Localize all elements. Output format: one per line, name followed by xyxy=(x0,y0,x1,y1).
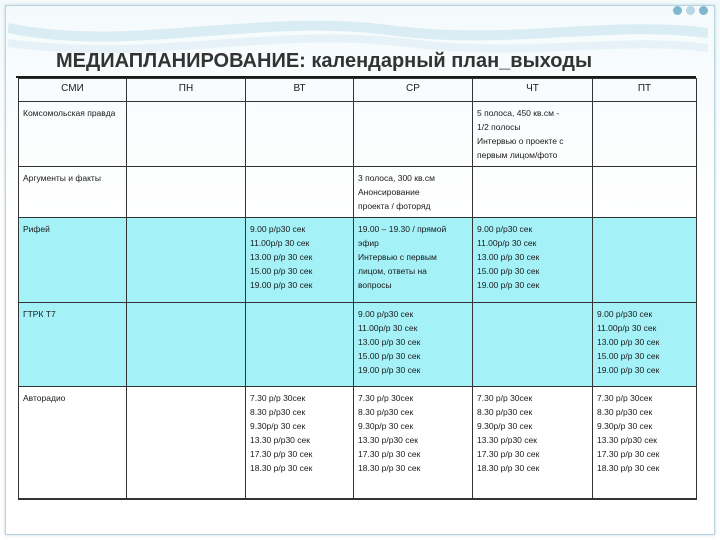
schedule-cell-tue xyxy=(246,387,354,499)
header-fri: ПТ xyxy=(593,79,697,102)
schedule-line: 8.30 р/р30 сек xyxy=(358,407,414,417)
schedule-cell-fri xyxy=(593,102,697,167)
schedule-line: 13.30 р/р30 сек xyxy=(597,435,657,445)
schedule-cell-wed xyxy=(354,387,473,499)
schedule-cell-mon xyxy=(127,218,246,303)
schedule-line: 9.00 р/р30 сек xyxy=(358,309,414,319)
schedule-line: 19.00 р/р 30 сек xyxy=(597,365,660,375)
schedule-cell-thu xyxy=(473,102,593,167)
schedule-line: 8.30 р/р30 сек xyxy=(250,407,306,417)
schedule-cell-tue xyxy=(246,167,354,218)
media-name-cell: Аргументы и факты xyxy=(19,167,127,218)
schedule-line: 15.00 р/р 30 сек xyxy=(358,351,421,361)
schedule-line: 1/2 полосы xyxy=(477,122,521,132)
header-tue: ВТ xyxy=(246,79,354,102)
schedule-line: 18.30 р/р 30 сек xyxy=(250,463,313,473)
schedule-cell-wed xyxy=(354,218,473,303)
schedule-cell-fri xyxy=(593,218,697,303)
media-name-cell: Рифей xyxy=(19,218,127,303)
schedule-line: 11.00р/р 30 сек xyxy=(358,323,418,333)
schedule-line: 11.00р/р 30 сек xyxy=(597,323,657,333)
schedule-cell-tue xyxy=(246,102,354,167)
schedule-line: 15.00 р/р 30 сек xyxy=(477,266,540,276)
schedule-cell-mon xyxy=(127,387,246,499)
table-row xyxy=(19,303,697,387)
schedule-cell-thu xyxy=(473,218,593,303)
schedule-line: лицом, ответы на xyxy=(358,266,427,276)
schedule-cell-fri xyxy=(593,387,697,499)
schedule-line: 7.30 р/р 30сек xyxy=(250,393,306,403)
header-media: СМИ xyxy=(19,79,127,102)
schedule-line: 18.30 р/р 30 сек xyxy=(597,463,660,473)
schedule-cell-mon xyxy=(127,167,246,218)
media-name-cell: Комсомольская правда xyxy=(19,102,127,167)
schedule-line: 9.30р/р 30 сек xyxy=(597,421,653,431)
schedule-cell-thu xyxy=(473,387,593,499)
schedule-line: 15.00 р/р 30 сек xyxy=(250,266,313,276)
schedule-line: 7.30 р/р 30сек xyxy=(358,393,414,403)
media-name-cell: Авторадио xyxy=(19,387,127,499)
schedule-line: 19.00 р/р 30 сек xyxy=(477,280,540,290)
schedule-line: 19.00 – 19.30 / прямой xyxy=(358,224,447,234)
schedule-line: 8.30 р/р30 сек xyxy=(477,407,533,417)
schedule-line: Интервью о проекте с xyxy=(477,136,564,146)
schedule-line: эфир xyxy=(358,238,379,248)
schedule-cell-fri xyxy=(593,303,697,387)
header-mon: ПН xyxy=(127,79,246,102)
schedule-line: 18.30 р/р 30 сек xyxy=(477,463,540,473)
circle-icon xyxy=(699,6,708,15)
schedule-cell-tue xyxy=(246,218,354,303)
table-row xyxy=(19,387,697,499)
schedule-line: 15.00 р/р 30 сек xyxy=(597,351,660,361)
schedule-cell-mon xyxy=(127,303,246,387)
header-wed: СР xyxy=(354,79,473,102)
schedule-cell-mon xyxy=(127,102,246,167)
schedule-line: 19.00 р/р 30 сек xyxy=(250,280,313,290)
media-plan-table xyxy=(18,78,697,500)
schedule-line: первым лицом/фото xyxy=(477,150,558,160)
schedule-cell-tue xyxy=(246,303,354,387)
circle-icon xyxy=(686,6,695,15)
schedule-line: Анонсирование xyxy=(358,187,420,197)
circle-icon xyxy=(673,6,682,15)
schedule-line: 13.00 р/р 30 сек xyxy=(597,337,660,347)
schedule-line: 17.30 р/р 30 сек xyxy=(477,449,540,459)
table-row xyxy=(19,167,697,218)
schedule-line: 13.00 р/р 30 сек xyxy=(477,252,540,262)
table-row xyxy=(19,218,697,303)
header-row xyxy=(19,79,697,102)
schedule-cell-wed xyxy=(354,303,473,387)
schedule-line: 7.30 р/р 30сек xyxy=(597,393,653,403)
schedule-line: 17.30 р/р 30 сек xyxy=(358,449,421,459)
schedule-line: 17.30 р/р 30 сек xyxy=(597,449,660,459)
page-title: МЕДИАПЛАНИРОВАНИЕ: календарный план_выходы xyxy=(56,50,593,72)
schedule-line: 13.30 р/р30 сек xyxy=(477,435,537,445)
schedule-cell-fri xyxy=(593,167,697,218)
schedule-line: 5 полоса, 450 кв.см - xyxy=(477,108,560,118)
schedule-cell-thu xyxy=(473,167,593,218)
schedule-line: Интервью с первым xyxy=(358,252,437,262)
schedule-line: 9.00 р/р30 сек xyxy=(597,309,653,319)
schedule-line: 13.30 р/р30 сек xyxy=(250,435,310,445)
schedule-line: 17.30 р/р 30 сек xyxy=(250,449,313,459)
schedule-line: 7.30 р/р 30сек xyxy=(477,393,533,403)
schedule-cell-wed xyxy=(354,102,473,167)
schedule-line: 13.30 р/р30 сек xyxy=(358,435,418,445)
header-thu: ЧТ xyxy=(473,79,593,102)
schedule-line: 9.00 р/р30 сек xyxy=(250,224,306,234)
schedule-line: 8.30 р/р30 сек xyxy=(597,407,653,417)
table-row xyxy=(19,102,697,167)
schedule-cell-thu xyxy=(473,303,593,387)
schedule-line: 9.30р/р 30 сек xyxy=(250,421,306,431)
schedule-line: вопросы xyxy=(358,280,392,290)
schedule-cell-wed xyxy=(354,167,473,218)
schedule-line: 9.30р/р 30 сек xyxy=(477,421,533,431)
schedule-line: 9.30р/р 30 сек xyxy=(358,421,414,431)
schedule-line: 13.00 р/р 30 сек xyxy=(250,252,313,262)
schedule-line: 11.00р/р 30 сек xyxy=(250,238,310,248)
schedule-line: проекта / фоторяд xyxy=(358,201,431,211)
schedule-line: 13.00 р/р 30 сек xyxy=(358,337,421,347)
schedule-line: 18.30 р/р 30 сек xyxy=(358,463,421,473)
schedule-line: 9.00 р/р30 сек xyxy=(477,224,533,234)
schedule-line: 19.00 р/р 30 сек xyxy=(358,365,421,375)
schedule-line: 11.00р/р 30 сек xyxy=(477,238,537,248)
corner-decoration xyxy=(673,6,708,15)
media-name-cell: ГТРК Т7 xyxy=(19,303,127,387)
schedule-line: 3 полоса, 300 кв.см xyxy=(358,173,435,183)
